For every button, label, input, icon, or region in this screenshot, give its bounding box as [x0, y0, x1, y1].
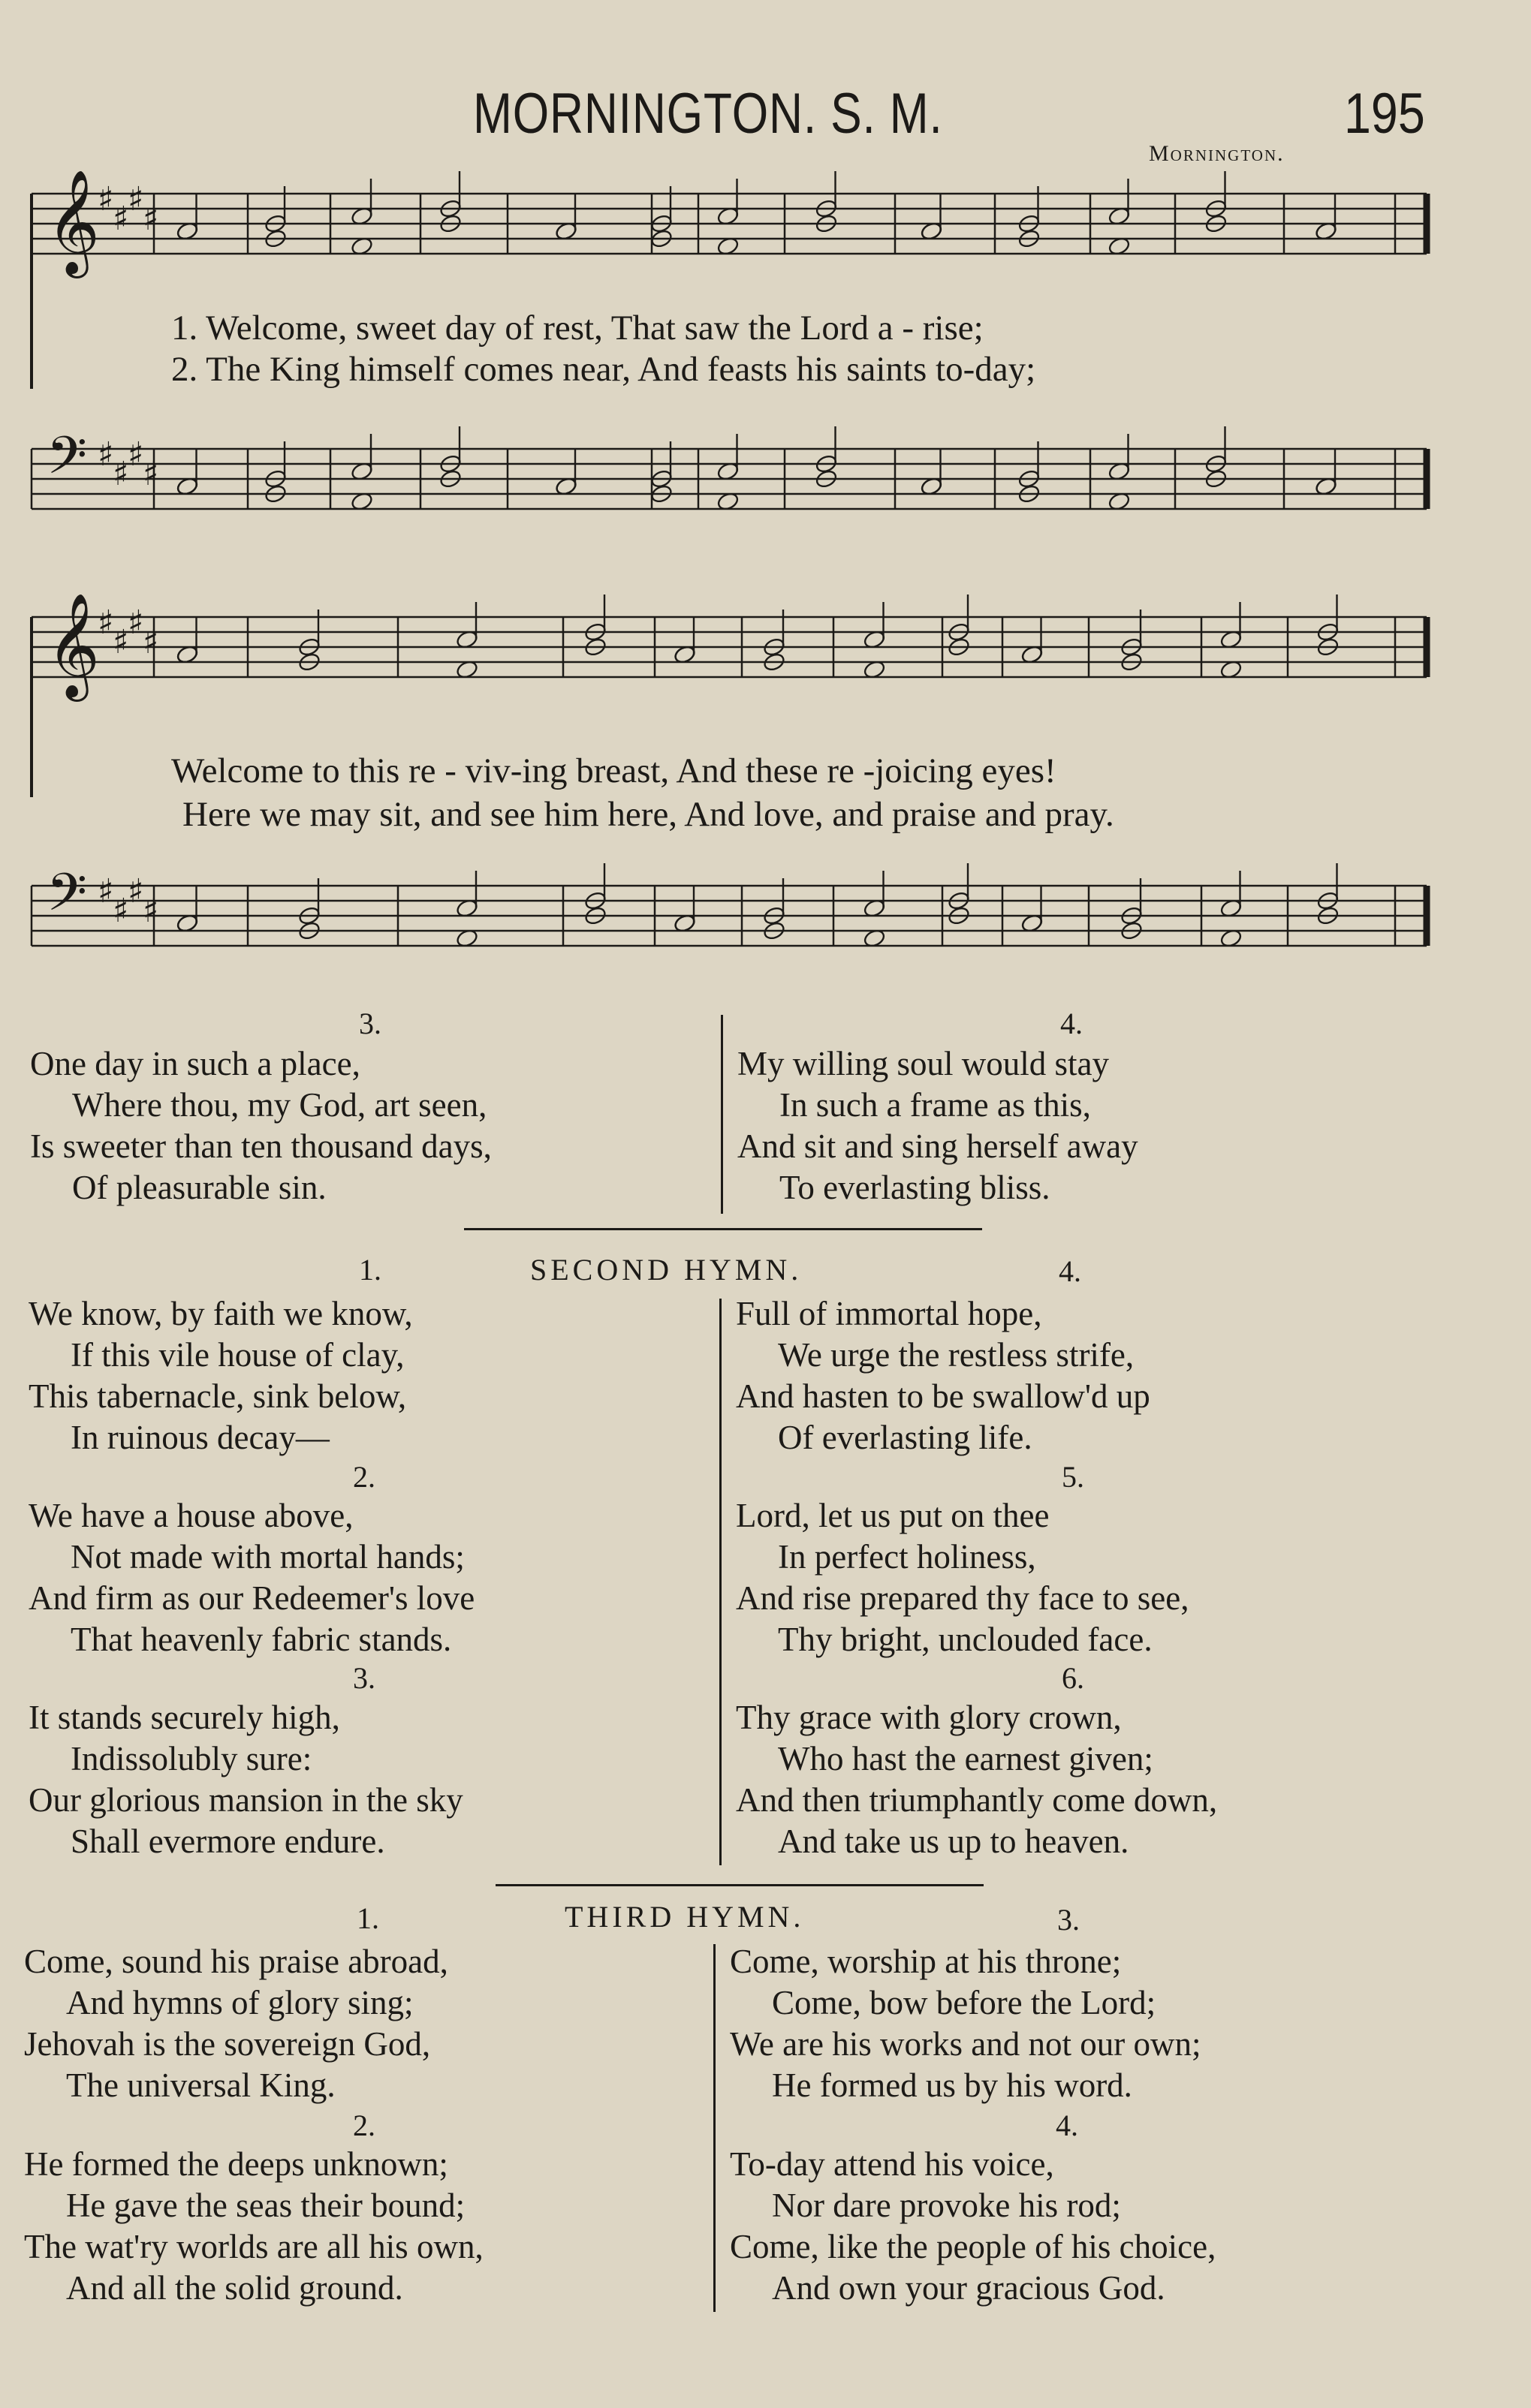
verse-line: In perfect holiness, [778, 1538, 1036, 1576]
verse-line: We know, by faith we know, [29, 1295, 413, 1332]
verse-line: And all the solid ground. [66, 2269, 403, 2307]
bass-clef-icon: 𝄢 [47, 425, 88, 498]
verse-line: If this vile house of clay, [71, 1336, 405, 1374]
verse-line: The universal King. [66, 2066, 336, 2104]
lyric-line-4: Here we may sit, and see him here, And love, and praise and pray. [182, 795, 1114, 834]
verse-line: And rise prepared thy face to see, [736, 1579, 1189, 1617]
page-title: MORNINGTON. S. M. [473, 82, 943, 146]
verse-line: Of pleasurable sin. [72, 1169, 327, 1206]
verse-line: One day in such a place, [30, 1045, 360, 1082]
verse-line: We have a house above, [29, 1497, 354, 1534]
verse-line: Where thou, my God, art seen, [72, 1086, 487, 1124]
verse-line: In ruinous decay— [71, 1419, 330, 1456]
sharp-icon: ♯ [113, 892, 129, 930]
verse-line: Lord, let us put on thee [736, 1497, 1050, 1534]
verse-line: Shall evermore endure. [71, 1823, 385, 1860]
tune-name: Mornington. [1149, 141, 1285, 166]
verse-block [29, 1697, 463, 1862]
sharp-icon: ♯ [128, 872, 144, 911]
verse-block [30, 1043, 492, 1209]
verse-block [730, 1941, 1201, 2106]
verse-line: Of everlasting life. [778, 1419, 1032, 1456]
verse-line: And firm as our Redeemer's love [29, 1579, 475, 1617]
verse-block [736, 1495, 1189, 1660]
verse-line: To-day attend his voice, [730, 2145, 1054, 2183]
verse-line: Is sweeter than ten thousand days, [30, 1127, 492, 1165]
second-hymn-title: SECOND HYMN. [530, 1253, 803, 1287]
sharp-icon: ♯ [128, 180, 144, 218]
sharp-icon: ♯ [143, 200, 159, 238]
column-divider [721, 1015, 723, 1214]
verse-line: Who hast the earnest given; [778, 1740, 1153, 1777]
bass-clef-icon: 𝄢 [47, 862, 88, 935]
sharp-icon: ♯ [98, 180, 114, 218]
verse-block [24, 1941, 448, 2106]
verse-block [737, 1043, 1138, 1209]
lyric-line-2: 2. The King himself comes near, And feasts his saints to-day; [171, 350, 1036, 389]
verse-number: 3. [359, 1007, 381, 1040]
verse-number: 4. [1059, 1254, 1081, 1288]
clefs-and-signatures [47, 170, 158, 935]
sharp-icon: ♯ [113, 623, 129, 661]
verse-line: We urge the restless strife, [778, 1336, 1135, 1374]
verse-block [736, 1293, 1150, 1458]
sharp-icon: ♯ [113, 200, 129, 238]
verse-number: 3. [1057, 1903, 1080, 1937]
verse-line: Not made with mortal hands; [71, 1538, 465, 1576]
verse-number: 5. [1062, 1460, 1084, 1494]
sharp-icon: ♯ [143, 892, 159, 930]
section-divider [496, 1884, 984, 1886]
verse-line: This tabernacle, sink below, [29, 1377, 407, 1415]
verse-line: And then triumphantly come down, [736, 1781, 1218, 1819]
verse-line: My willing soul would stay [737, 1045, 1110, 1082]
lyric-line-1: 1. Welcome, sweet day of rest, That saw the Lord a - rise; [171, 309, 984, 348]
verse-line: Our glorious mansion in the sky [29, 1781, 463, 1819]
verse-line: Come, sound his praise abroad, [24, 1943, 448, 1980]
sharp-icon: ♯ [143, 623, 159, 661]
sharp-icon: ♯ [98, 435, 114, 474]
verse-number: 2. [353, 2109, 375, 2142]
verse-line: Come, bow before the Lord; [772, 1984, 1156, 2021]
verse-line: Thy bright, unclouded face. [778, 1621, 1153, 1658]
verse-line: In such a frame as this, [779, 1086, 1091, 1124]
sharp-icon: ♯ [143, 455, 159, 493]
verse-line: He gave the seas their bound; [66, 2187, 466, 2224]
music-score [0, 0, 1531, 1006]
verse-line: Indissolubly sure: [71, 1740, 312, 1777]
sharp-icon: ♯ [128, 604, 144, 642]
verse-line: Full of immortal hope, [736, 1295, 1042, 1332]
verse-number: 1. [359, 1253, 381, 1287]
lyric-line-3: Welcome to this re - viv-ing breast, And these re -joicing eyes! [171, 751, 1056, 790]
verse-line: Come, like the people of his choice, [730, 2228, 1216, 2265]
column-divider [713, 1944, 716, 2312]
column-divider [719, 1299, 722, 1865]
verse-number: 3. [353, 1661, 375, 1695]
verse-number: 2. [353, 1460, 375, 1494]
verse-block [29, 1293, 413, 1458]
verse-line: Thy grace with glory crown, [736, 1699, 1122, 1736]
verse-line: And hymns of glory sing; [66, 1984, 414, 2021]
section-divider [464, 1228, 982, 1230]
verse-line: Jehovah is the sovereign God, [24, 2025, 431, 2063]
verse-line: And take us up to heaven. [778, 1823, 1129, 1860]
verse-line: We are his works and not our own; [730, 2025, 1201, 2063]
sharp-icon: ♯ [98, 872, 114, 911]
sharp-icon: ♯ [113, 455, 129, 493]
verse-number: 1. [357, 1901, 379, 1935]
verse-line: It stands securely high, [29, 1699, 340, 1736]
page-number: 195 [1344, 82, 1425, 146]
verse-line: He formed us by his word. [772, 2066, 1132, 2104]
verse-line: He formed the deeps unknown; [24, 2145, 448, 2183]
sharp-icon: ♯ [128, 435, 144, 474]
verse-line: And own your gracious God. [772, 2269, 1165, 2307]
verse-number: 6. [1062, 1661, 1084, 1695]
treble-clef-icon: 𝄞 [47, 593, 100, 697]
verse-line: The wat'ry worlds are all his own, [24, 2228, 484, 2265]
verse-block [730, 2144, 1216, 2309]
verse-line: Nor dare provoke his rod; [772, 2187, 1121, 2224]
verse-number: 4. [1060, 1007, 1083, 1040]
treble-clef-icon: 𝄞 [47, 170, 100, 274]
verse-block [736, 1697, 1217, 1862]
verse-line: And sit and sing herself away [737, 1127, 1138, 1165]
verse-line: To everlasting bliss. [779, 1169, 1050, 1206]
verse-block [29, 1495, 475, 1660]
verse-line: And hasten to be swallow'd up [736, 1377, 1150, 1415]
verse-line: That heavenly fabric stands. [71, 1621, 452, 1658]
third-hymn-title: THIRD HYMN. [565, 1900, 805, 1934]
verse-number: 4. [1056, 2109, 1078, 2142]
verse-line: Come, worship at his throne; [730, 1943, 1122, 1980]
verse-block [24, 2144, 484, 2309]
sharp-icon: ♯ [98, 604, 114, 642]
